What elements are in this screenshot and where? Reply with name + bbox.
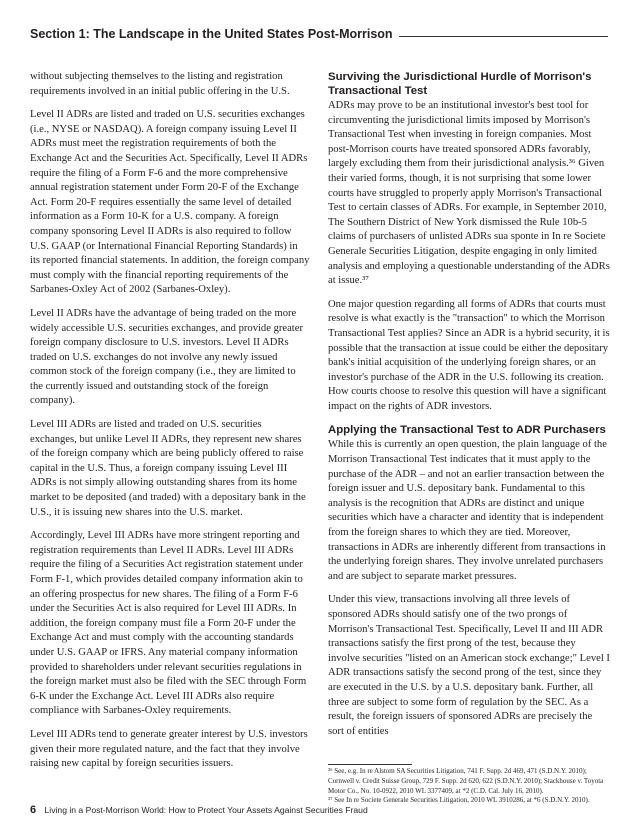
paragraph: While this is currently an open question, the plain language of the Morrison Transactional Test indicates that it must apply to the purchase of the ADR – and not an earlier transaction between the foreign issuer and U.S. depositary bank. Fundamental to this analysis is the recognition that ADRs are distinct and unique securities which have a character and identity that is independent from the foreign shares to which they are tied. Moreover, transactions in ADRs are inherently different from transactions in the underlying foreign shares. They involve unrelated purchasers and are subject to separate market pressures.	[328, 439, 607, 582]
footer-text: Living in a Post-Morrison World: How to Protect Your Assets Against Securities Fraud	[44, 805, 368, 815]
right-column	[328, 70, 610, 748]
page-footer	[30, 804, 368, 816]
paragraph: without subjecting themselves to the listing and registration requirements involved in an initial public offering in the U.S.	[30, 71, 290, 97]
page-number: 6	[30, 804, 37, 816]
paragraph: Level II ADRs are listed and traded on U.S. securities exchanges (i.e., NYSE or NASDAQ). A foreign company issuing Level II ADRs must meet the registration requirements of both the Exchange Act and the Securities Act. Specifically, Level II ADRs require the filing of a Form F-6 and the more comprehensive annual registration statement under Form 20-F of the Exchange Act. Form 20-F requires essentially the same level of detailed information as a Form 10-K for a U.S. company. A foreign company sponsoring Level II ADRs is also required to follow U.S. GAAP (or International Financial Reporting Standards) in its reported financial statements. In addition, the foreign company must comply with the financial reporting requirements of the Sarbanes-Oxley Act of 2002 (Sarbanes-Oxley).	[30, 109, 310, 296]
paragraph: Level III ADRs are listed and traded on U.S. securities exchanges, but unlike Level II ADRs, they represent new shares of the foreign company which are being publicly offered to raise capital in the U.S. Thus, a foreign company issuing Level III ADRs is not simply allowing outstanding shares from its home market to be deposited (and traded) with a depositary bank in the U.S., it is issuing new shares into the U.S. market.	[30, 419, 306, 518]
footnotes	[328, 764, 610, 806]
footnote: ³⁶ See, e.g. In re Alstom SA Securities Litigation, 741 F. Supp. 2d 469, 471 (S.D.N.Y. 2010); Cornwell v. Credit Suisse Group, 729 F. Supp. 2d 620, 622 (S.D.N.Y. 2010); Stackhouse v. Toyota Motor Co., No. 10-0922, 2010 WL 3377409, at *2 (C.D. Cal. July 16, 2010).	[328, 767, 604, 795]
paragraph: Level II ADRs have the advantage of being traded on the more widely accessible U.S. securities exchanges, and provide greater foreign company disclosure to U.S. investors. Level II ADRs traded on U.S. exchanges do not involve any newly issued common stock of the foreign company (i.e., they are limited to the currently issued and outstanding stock of the foreign company).	[30, 307, 303, 407]
subheading-jurisdictional-hurdle: Surviving the Jurisdictional Hurdle of Morrison's Transactional Test	[328, 71, 592, 97]
paragraph: Accordingly, Level III ADRs have more stringent reporting and registration requirements than Level II ADRs. Level III ADRs require the filing of a Securities Act registration statement under Form F-1, which provides detailed company information akin to an offering prospectus for new shares. The filing of a Form F-6 under the Securities Act is also required for Level III ADRs. In addition, the foreign company must file a Form 20-F under the Exchange Act and must comply with the accounting standards under U.S. GAAP or IFRS. Any material company information provided to shareholders under relevant securities regulations in the foreign market must also be filed with the SEC through Form 6-K under the Exchange Act. Level III ADRs also require compliance with Sarbanes-Oxley requirements.	[30, 530, 307, 717]
section-header	[30, 27, 608, 47]
footnote: ³⁷ See In re Societe Generale Securities Litigation, 2010 WL 3910286, at *6 (S.D.N.Y. 2010).	[328, 796, 590, 805]
left-column	[30, 70, 310, 781]
paragraph: ADRs may prove to be an institutional investor's best tool for circumventing the jurisdictional limits imposed by Morrison's Transactional Test when investing in foreign companies. Most post-Morrison courts have treated sponsored ADRs favorably, largely excluding them from their jurisdictional analysis.³⁶ Given their varied forms, though, it is not surprising that some lower courts have struggled to properly apply Morrison's Transactional Test to certain classes of ADRs. For example, in September 2010, The Southern District of New York dismissed the Rule 10b-5 claims of purchasers of unlisted ADRs sua sponte in In re Societe Generale Securities Litigation, despite engaging in only limited analysis and employing a questionable understanding of the ADRs at issue.³⁷	[328, 100, 610, 287]
footnote-rule	[328, 764, 412, 765]
paragraph: One major question regarding all forms of ADRs that courts must resolve is what exactly is the "transaction" to which the Morrison Transactional Test applies? Since an ADR is a hybrid security, it is possible that the transaction at issue could be either the depositary bank's initial acquisition of the underlying foreign shares, or an investor's purchase of the ADR in the U.S. following its creation. How courts choose to resolve this question will have a significant impact on the rights of ADR investors.	[328, 298, 610, 412]
section-title: Section 1: The Landscape in the United States Post-Morrison	[30, 27, 399, 41]
paragraph: Level III ADRs tend to generate greater interest by U.S. investors given their more regulated nature, and the fact that they involve raising new capital by foreign securities issuers.	[30, 728, 308, 770]
subheading-applying-test: Applying the Transactional Test to ADR Purchasers	[328, 424, 606, 437]
paragraph: Under this view, transactions involving all three levels of sponsored ADRs should satisfy one of the two prongs of Morrison's Transactional Test. Specifically, Level II and III ADR transactions satisfy the first prong of the test, because they involve securities "listed on an American stock exchange;" Level I ADR transactions satisfy the second prong of the test, since they are executed in the U.S. by a U.S. depositary bank. Further, all three are subject to some form of regulation by the SEC. As a result, the foreign issuers of sponsored ADRs are precisely the sort of entities	[328, 594, 610, 737]
